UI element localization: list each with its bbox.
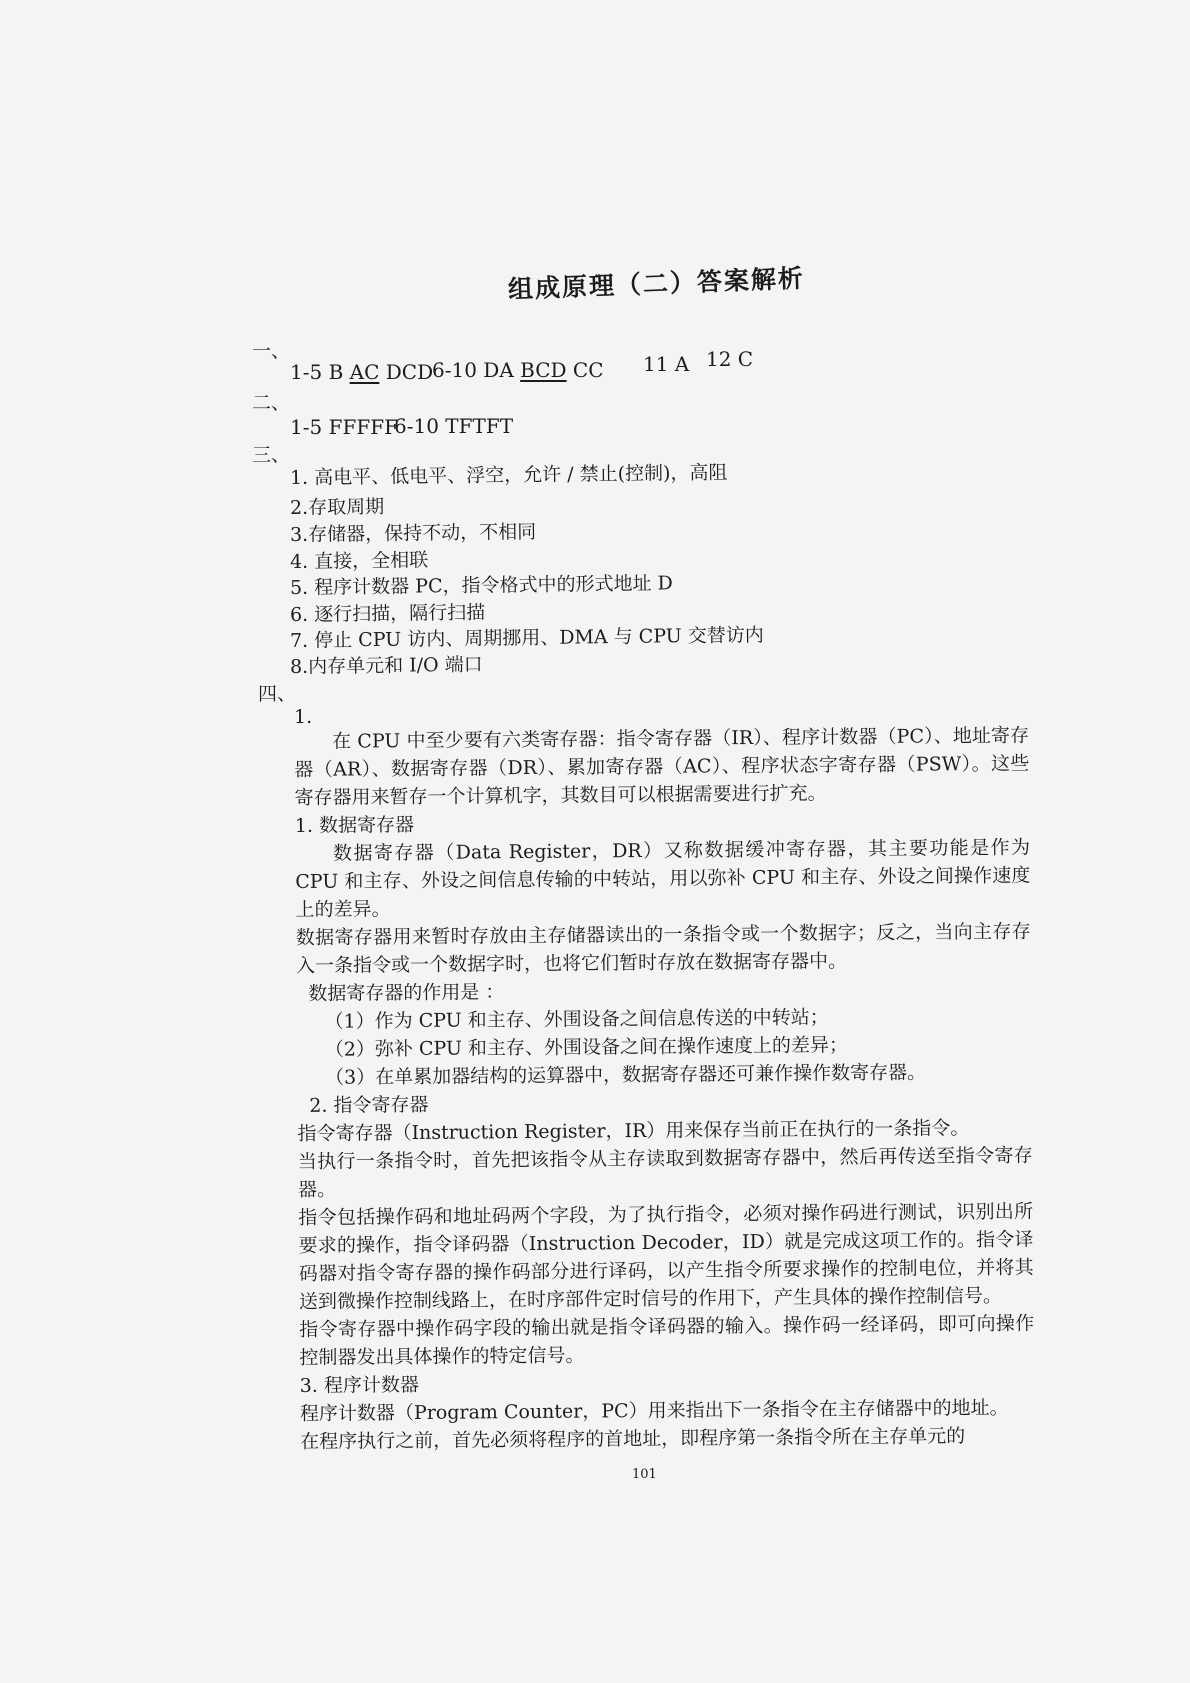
section-1-answer-11: 11 A — [643, 352, 690, 376]
answer-text: DCD — [379, 360, 434, 384]
section-3-item: 7. 停止 CPU 访内、周期挪用、DMA 与 CPU 交替访内 — [289, 624, 764, 652]
answer-underlined: BCD — [520, 358, 567, 382]
paragraph: 数据寄存器的作用是 ： — [308, 981, 505, 1005]
page-number: 101 — [632, 1467, 657, 1482]
section-3-item: 5. 程序计数器 PC，指令格式中的形式地址 D — [289, 572, 673, 599]
paragraph: 数据寄存器（Data Register，DR）又称数据缓冲寄存器，其主要功能是作为 CPU 和主存、外设之间信息传输的中转站，用以弥补 CPU 和主存、外设之间操作速度上的差异。 — [295, 836, 1031, 921]
subheading: 3. 程序计数器 — [299, 1373, 420, 1397]
paragraph: 程序计数器（Program Counter，PC）用来指出下一条指令在主存储器中的地址。 — [299, 1396, 1009, 1425]
paragraph: 在程序执行之前，首先必须将程序的首地址，即程序第一条指令所在主存单元的 — [300, 1425, 966, 1453]
subheading: 1. 数据寄存器 — [294, 813, 415, 837]
section-2-label: 二、 — [252, 392, 291, 414]
section-2-answers-1-5: 1-5 FFFFF — [290, 415, 398, 439]
answer-text: 6-10 DA — [432, 358, 521, 382]
section-3-item: 6. 逐行扫描，隔行扫描 — [289, 601, 486, 626]
section-1-answers-6-10 — [432, 358, 604, 382]
question-number: 1. — [294, 706, 313, 728]
list-item: （3）在单累加器结构的运算器中，数据寄存器还可兼作操作数寄存器。 — [324, 1061, 927, 1089]
subheading: 2. 指令寄存器 — [309, 1093, 429, 1117]
section-3-label: 三、 — [252, 444, 291, 466]
answer-body — [294, 722, 1035, 1456]
paragraph: 指令寄存器中操作码字段的输出就是指令译码器的输入。操作码一经译码，即可向操作控制器发出具体操作的特定信号。 — [299, 1312, 1035, 1369]
section-3-item: 2.存取周期 — [289, 495, 385, 519]
section-3-item: 1. 高电平、低电平、浮空，允许 / 禁止(控制)，高阻 — [289, 461, 728, 489]
section-3-item: 4. 直接，全相联 — [289, 549, 429, 573]
answer-text: 1-5 B — [290, 360, 350, 384]
paragraph: 指令包括操作码和地址码两个字段，为了执行指令，必须对操作码进行测试，识别出所要求的操作，指令译码器（Instruction Decoder，ID）就是完成这项工作的。指令译码器对指令寄存器的操作码部分进行译码，以产生指令所要求操作的控制电位，并将其送到微操作控制线路上，在时序部件定时信号的作用下，产生具体的操作控制信号。 — [298, 1200, 1034, 1313]
paragraph: 当执行一条指令时，首先把该指令从主存读取到数据寄存器中，然后再传送至指令寄存器。 — [297, 1144, 1033, 1201]
paragraph: 指令寄存器（Instruction Register，IR）用来保存当前正在执行的一条指令。 — [297, 1117, 970, 1145]
section-3-item: 3.存储器，保持不动，不相同 — [289, 520, 537, 546]
paragraph: 数据寄存器用来暂时存放由主存储器读出的一条指令或一个数据字；反之，当向主存存入一条指令或一个数据字时，也将它们暂时存放在数据寄存器中。 — [295, 920, 1031, 977]
section-1-answer-12: 12 C — [706, 347, 754, 371]
page-title: 组成原理（二）答案解析 — [507, 263, 806, 304]
section-3-item: 8.内存单元和 I/O 端口 — [289, 653, 483, 678]
section-4-label: 四、 — [258, 683, 297, 705]
list-item: （2）弥补 CPU 和主存、外围设备之间在操作速度上的差异； — [324, 1034, 849, 1061]
section-1-answers-1-5 — [290, 360, 433, 384]
section-1-label: 一、 — [252, 340, 291, 362]
list-item: （1）作为 CPU 和主存、外围设备之间信息传送的中转站； — [324, 1006, 829, 1033]
paragraph: 在 CPU 中至少要有六类寄存器：指令寄存器（IR）、程序计数器（PC）、地址寄存器（AR）、数据寄存器（DR）、累加寄存器（AC）、程序状态字寄存器（PSW）。这些寄存器用来暂存一个计算机字，其数目可以根据需要进行扩充。 — [294, 724, 1030, 809]
answer-underlined: AC — [349, 360, 380, 384]
answer-text: CC — [566, 358, 604, 382]
section-2-answers-6-10: 6-10 TFTFT — [394, 414, 514, 438]
